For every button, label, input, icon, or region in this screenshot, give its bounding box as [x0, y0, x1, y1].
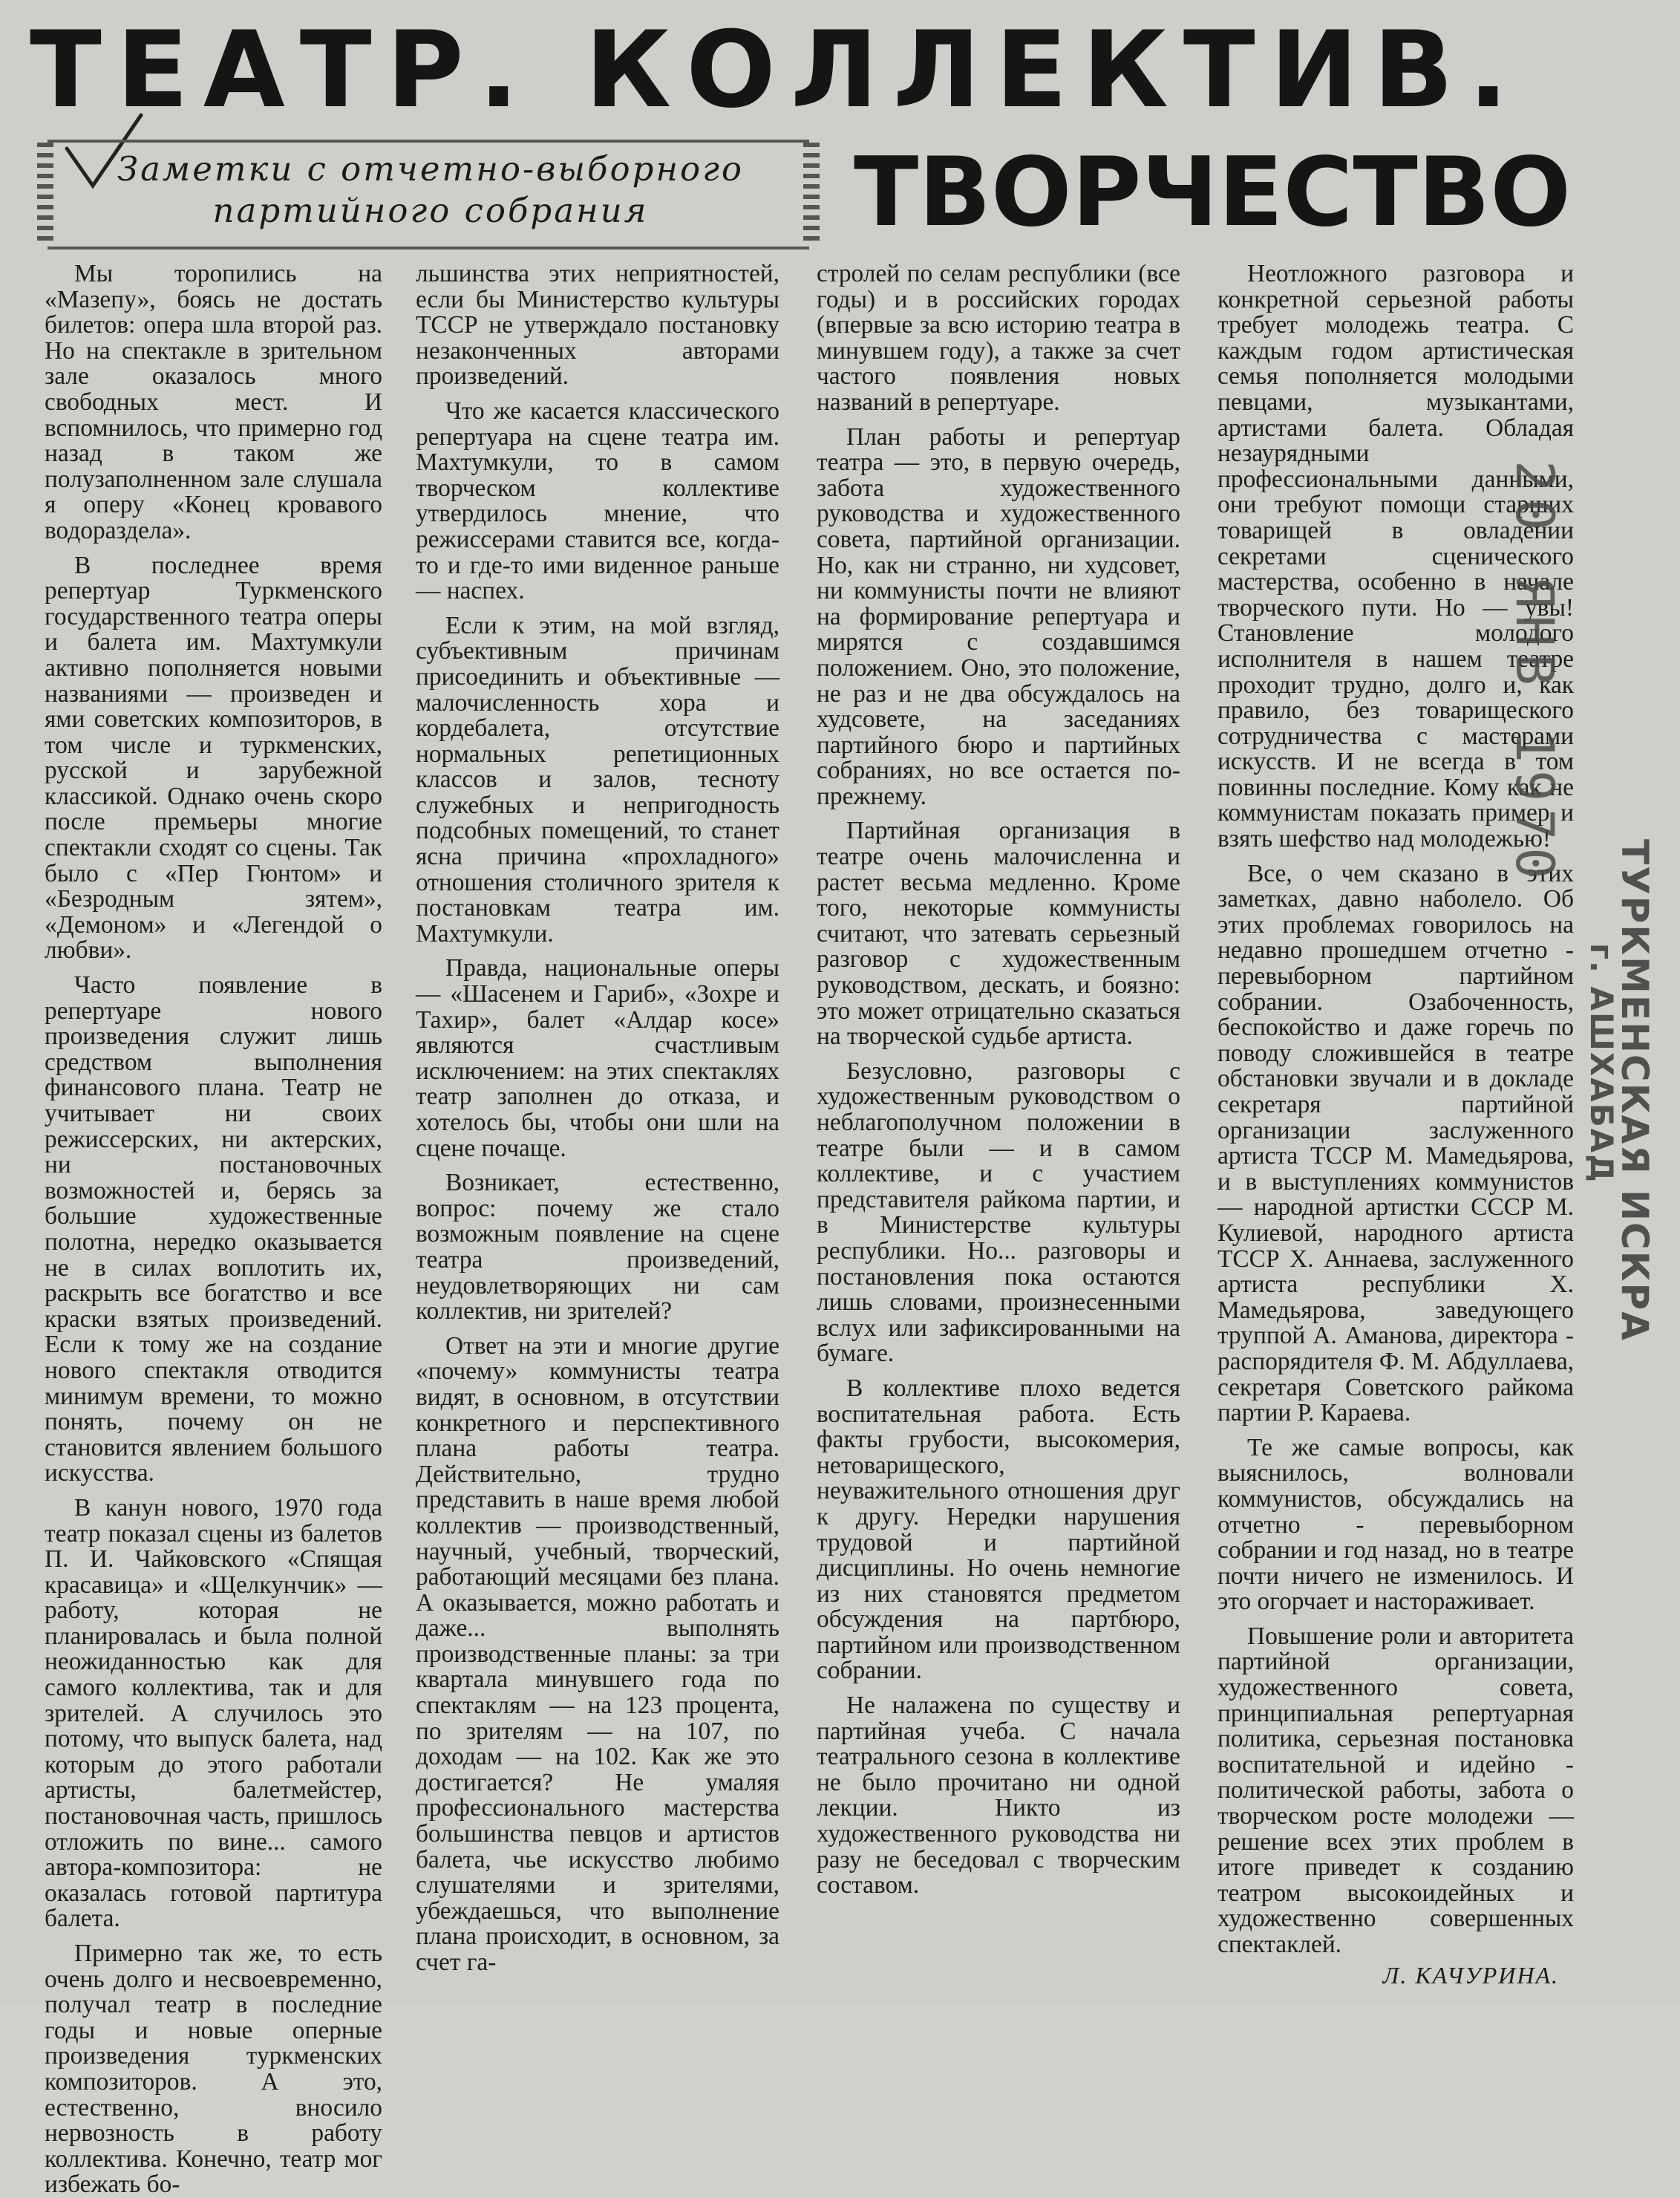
- paragraph: стролей по селам республики (все годы) и в российских городах (впервые за всю историю театра в минувшем году), а также за счет частого появления новых названий в репертуаре.: [817, 260, 1180, 416]
- headline: ТЕАТР. КОЛЛЕКТИВ.: [30, 9, 1523, 131]
- paragraph: Мы торопились на «Мазепу», боясь не достать билетов: опера шла второй раз. Но на спектакле в зрительном зале оказалось много свободных мест. И вспомнилось, что примерно год назад в таком же полузаполненном зале слушала я оперу «Конец кровавого водораздела».: [45, 260, 382, 544]
- paragraph: Неотложного разговора и конкретной серьезной работы требует молодежь театра. С каждым годом артистическая семья пополняется молодыми певцами, музыкантами, артистами балета. Обладая незаурядными профессиональными данными, они требуют помощи старших товарищей в овладении секретами сценического мастерства, особенно в начале творческого пути. Но — увы! Становление молодого исполнителя в нашем театре проходит трудно, долго и, как правило, без товарищеского сотрудничества с мастерами искусств. И не всегда в том повинны последние. Кому как не коммунистам показать пример и взять шефство над молодежью!: [1217, 260, 1574, 853]
- paragraph: В последнее время репертуар Туркменского государственного театра оперы и балета им. Махтумкули активно пополняется новыми названиями — произведен и ями советских композиторов, в том числе и туркменских, русской и зарубежной классикой. Однако очень скоро после премьеры многие спектакли сходят со сцены. Так было с «Пер Гюнтом» и «Безродным зятем», «Демоном» и «Легендой о любви».: [45, 551, 382, 965]
- headline-creativity: ТВОРЧЕСТВО: [854, 137, 1571, 248]
- paragraph: Те же самые вопросы, как выяснилось, волновали коммунистов, обсуждались на отчетно - перевыборном собрании и год назад, но в театре почти ничего не изменилось. И это огорчает и настораживает.: [1217, 1433, 1574, 1616]
- paragraph: В коллективе плохо ведется воспитательная работа. Есть факты грубости, высокомерия, нетоварищеского, неуважительного отношения друг к другу. Нередки нарушения трудовой и партийной дисциплины. Но очень немногие из них становятся предметом обсуждения на партбюро, партийном или производственном собрании.: [817, 1374, 1180, 1685]
- paragraph: Повышение роли и авторитета партийной организации, художественного совета, принципиальная репертуарная политика, серьезная постановка воспитательной и идейно - политической работы, забота о творческом росте молодежи — решение всех этих проблем в итоге приведет к созданию театром высокоидейных и художественно совершенных спектаклей.: [1217, 1622, 1574, 1958]
- paragraph: льшинства этих неприятностей, если бы Министерство культуры ТССР не утверждало постановку незаконченных авторами произведений.: [416, 260, 779, 391]
- paragraph: Правда, национальные оперы — «Шасенем и Гариб», «Зохре и Тахир», балет «Алдар косе» являются счастливым исключением: на этих спектаклях театр заполнен до отказа, и хотелось бы, чтобы они шли на сцене почаще.: [416, 954, 779, 1162]
- paragraph: План работы и репертуар театра — это, в первую очередь, забота художественного руководства и художественного совета, партийной организации. Но, как ни странно, ни худсовет, ни коммунисты почти не влияют на формирование репертуара и мирятся с создавшимся положением. Оно, это положение, не раз и не два обсуждалось на худсовете, на заседаниях партийного бюро и партийных собраниях, но все остается по-прежнему.: [817, 423, 1180, 810]
- newspaper-stamp: ТУРКМЕНСКАЯ ИСКРА: [1613, 839, 1656, 1342]
- date-stamp: 20 ЯНВ 1970: [1504, 460, 1565, 887]
- paragraph: Не налажена по существу и партийная учеба. С начала театрального сезона в коллективе не было прочитано ни одной лекции. Никто из художественного руководства ни разу не беседовал с творческим составом.: [817, 1692, 1180, 1899]
- paragraph: Все, о чем сказано в этих заметках, давно наболело. Об этих проблемах говорилось на недавно прошедшем отчетно - перевыборном партийном собрании. Озабоченность, беспокойство и даже горечь по поводу сложившейся в театре обстановки звучали и в докладе секретаря партийной организации заслуженного артиста ТССР М. Мамедьярова, и в выступлениях коммунистов — народной артистки СССР М. Кулиевой, народного артиста ТССР Х. Аннаева, заслуженного артиста республики Х. Мамедьярова, заведующего труппой А. Аманова, директора - распорядителя Ф. М. Абдуллаева, секретаря Советского райкома партии Р. Караева.: [1217, 859, 1574, 1427]
- city-stamp: г. АШХАБАД: [1583, 943, 1620, 1184]
- article-column-1: [45, 260, 382, 2198]
- paragraph: Часто появление в репертуаре нового произведения служит лишь средством выполнения финансового плана. Театр не учитывает ни своих режиссерских, ни актерских, ни постановочных возможностей и, берясь за большие художественные полотна, нередко оказывается не в силах воплотить их, раскрыть все богатство и все краски взятых произведений. Если к тому же на создание нового спектакля отводится минимум времени, то можно понять, почему он не становится явлением большого искусства.: [45, 971, 382, 1487]
- author-signature: Л. КАЧУРИНА.: [1382, 1962, 1559, 1989]
- paragraph: Примерно так же, то есть очень долго и несвоевременно, получал театр в последние годы и новые оперные произведения туркменских композиторов. А это, естественно, вносило нервозность в работу коллектива. Конечно, театр мог избежать бо-: [45, 1940, 382, 2198]
- paragraph: В канун нового, 1970 года театр показал сцены из балетов П. И. Чайковского «Спящая красавица» и «Щелкунчик» — работу, которая не планировалась и была полной неожиданностью как для самого коллектива, так и для зрителей. А случилось это потому, что выпуск балета, над которым до этого работали артисты, балетмейстер, постановочная часть, пришлось отложить по вине... самого автора-композитора: не оказалась готовой партитура балета.: [45, 1493, 382, 1933]
- article-column-3: [817, 261, 1180, 1977]
- paragraph: Ответ на эти и многие другие «почему» коммунисты театра видят, в основном, в отсутствии конкретного и перспективного плана работы театра. Действительно, трудно представить в наше время любой коллектив — производственный, научный, учебный, творческий, работающий месяцами без плана. А оказывается, можно работать и даже... выполнять производственные планы: за три квартала минувшего года по спектаклям — на 123 процента, по зрителям — на 107, по доходам — на 102. Как же это достигается? Не умаляя профессионального мастерства большинства певцов и артистов балета, чье искусство любимо слушателями и зрителями, убеждаешься, что выполнение плана происходит, в основном, за счет га-: [416, 1331, 779, 1976]
- paragraph: Безусловно, разговоры с художественным руководством о неблагополучном положении в театре были — и в самом коллективе, и с участием представителя райкома партии, и в Министерстве культуры республики. Но... разговоры и постановления пока остаются лишь словами, произнесенными вслух или зафиксированными на бумаге.: [817, 1057, 1180, 1368]
- subheadline-line: партийного собрания: [212, 191, 649, 230]
- paragraph: Что же касается классического репертуара на сцене театра им. Махтумкули, то в самом творческом коллективе утвердилось мнение, что режиссерами ставится все, когда-то и где-то ими виденное раньше — наспех.: [416, 397, 779, 605]
- subheadline-line: Заметки с отчетно-выборного: [117, 149, 744, 189]
- paragraph: Если к этим, на мой взгляд, субъективным причинам присоединить и объективные — малочисленность хора и кордебалета, отсутствие нормальных репетиционных классов и залов, тесноту служебных и непригодность подсобных помещений, то станет ясна причина «прохладного» отношения столичного зрителя к постановкам театра им. Махтумкули.: [416, 611, 779, 948]
- paragraph: Партийная организация в театре очень малочисленна и растет весьма медленно. Кроме того, некоторые коммунисты считают, что затевать серьезный разговор с художественным руководством, дескать, и боязно: это может отрицательно сказаться на творческой судьбе артиста.: [817, 817, 1180, 1051]
- subheadline: [89, 149, 772, 232]
- paragraph: Возникает, естественно, вопрос: почему же стало возможным появление на сцене театра произведений, неудовлетворяющих ни сам коллектив, ни зрителей?: [416, 1169, 779, 1325]
- article-column-2: [416, 261, 779, 1977]
